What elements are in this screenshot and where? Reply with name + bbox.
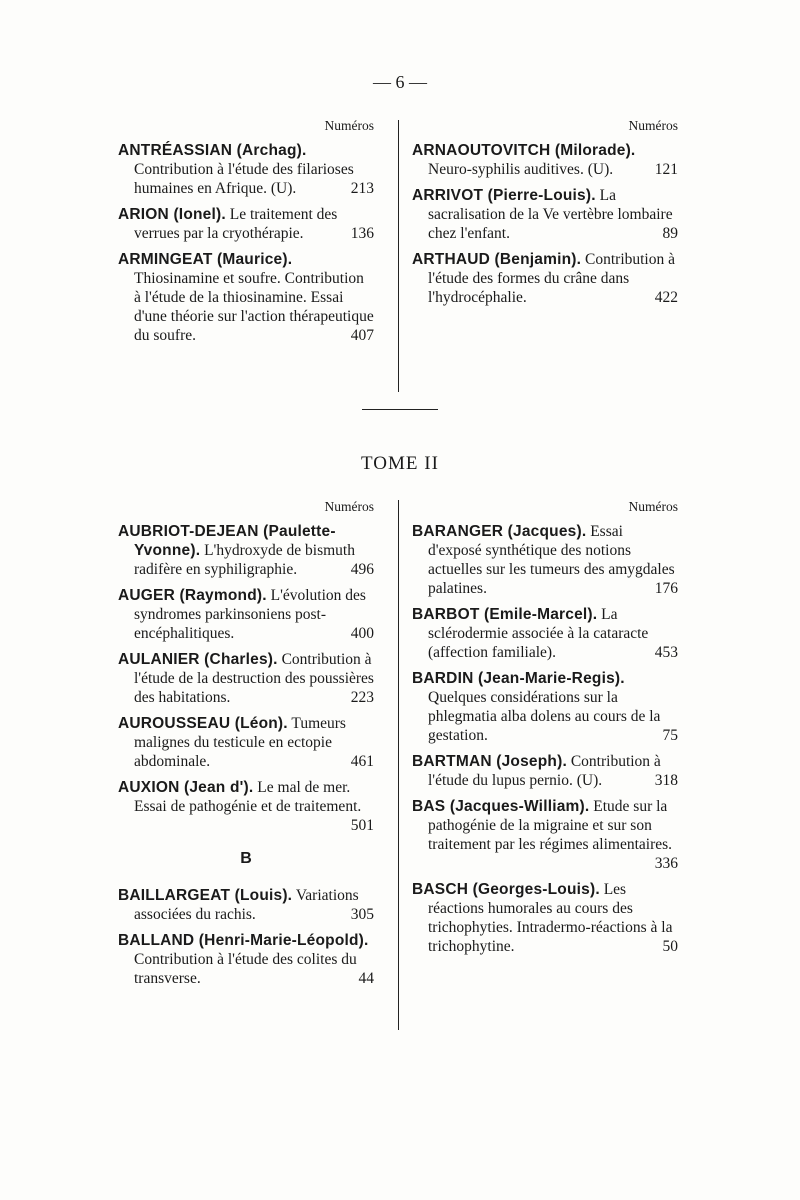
entry-page-number: 318 [654, 772, 678, 789]
section1-right-column [412, 116, 678, 314]
entry-author: AUBRIOT-DEJEAN (Paulette-Yvonne). [118, 523, 336, 559]
entry-page-number: 336 [654, 855, 678, 872]
section-letter-b: B [240, 850, 252, 867]
entry-page-number: 89 [662, 225, 678, 242]
entry-page-number: 461 [350, 753, 374, 770]
index-entry [412, 186, 678, 243]
section2-right-column [412, 497, 678, 963]
entry-title: Contribution à l'étude des colites du transverse. [134, 951, 357, 987]
entry-page-number: 75 [662, 727, 678, 744]
entry-title: Quelques considérations sur la phlegmatia alba dolens au cours de la gestation. [428, 689, 661, 744]
entry-author: ARTHAUD (Benjamin). [412, 251, 582, 268]
entry-title: L'hydroxyde de bismuth radifère en syphiligraphie. [134, 542, 355, 578]
entry-page-number: 44 [358, 970, 374, 987]
entry-author: BAS (Jacques-William). [412, 798, 590, 815]
index-entry [412, 797, 678, 873]
index-entry [118, 650, 374, 707]
index-entry [412, 522, 678, 598]
entry-author: AUGER (Raymond). [118, 587, 267, 604]
entry-author: BARBOT (Emile-Marcel). [412, 606, 598, 623]
section1-left-column [118, 116, 374, 352]
entry-title: Contribution à l'étude du lupus pernio. (U). [428, 753, 661, 789]
index-entry [412, 752, 678, 790]
entry-title: Thiosinamine et soufre. Contribution à l'étude de la thiosinamine. Essai d'une théorie sur l'action thérapeutique du soufre. [134, 270, 374, 344]
section2-left-column [118, 497, 374, 995]
entry-page-number: 136 [350, 225, 374, 242]
column-header: Numéros [628, 499, 678, 514]
index-entry [412, 880, 678, 956]
entry-page-number: 422 [654, 289, 678, 306]
entry-page-number: 400 [350, 625, 374, 642]
column-divider [398, 120, 399, 392]
tome-title: TOME II [361, 453, 439, 474]
entry-title: La sclérodermie associée à la cataracte (affection familiale). [428, 606, 649, 661]
index-entry [118, 205, 374, 243]
entry-page-number: 305 [350, 906, 374, 923]
column-header: Numéros [324, 499, 374, 514]
entry-author: ANTRÉASSIAN (Archag). [118, 142, 307, 159]
section-rule [362, 409, 438, 410]
index-entry [412, 669, 678, 745]
entry-page-number: 496 [350, 561, 374, 578]
column-divider [398, 500, 399, 1030]
entry-author: ARRIVOT (Pierre-Louis). [412, 187, 596, 204]
entry-page-number: 213 [350, 180, 374, 197]
entry-author: BARTMAN (Joseph). [412, 753, 567, 770]
index-entry [118, 886, 374, 924]
entry-title: Essai d'exposé synthétique des notions actuelles sur les tumeurs des amygdales palatines. [428, 523, 675, 597]
entry-title: Variations associées du rachis. [134, 887, 359, 923]
entry-author: BASCH (Georges-Louis). [412, 881, 600, 898]
entry-author: ARMINGEAT (Maurice). [118, 251, 293, 268]
column-header: Numéros [324, 118, 374, 133]
entry-page-number: 176 [654, 580, 678, 597]
entry-title: Neuro-syphilis auditives. (U). [428, 161, 614, 178]
entry-title: L'évolution des syndromes parkinsoniens post-encéphalitiques. [134, 587, 366, 642]
entry-author: BALLAND (Henri-Marie-Léopold). [118, 932, 369, 949]
entry-title: Contribution à l'étude des formes du crâne dans l'hydrocéphalie. [428, 251, 675, 306]
index-entry [118, 931, 374, 988]
entry-title: Les réactions humorales au cours des trichophyties. Intradermo-réactions à la trichophytine. [428, 881, 673, 955]
index-entry [118, 586, 374, 643]
entry-page-number: 121 [654, 161, 678, 178]
entry-page-number: 50 [662, 938, 678, 955]
index-entry [118, 250, 374, 345]
entry-page-number: 453 [654, 644, 678, 661]
entry-author: BAILLARGEAT (Louis). [118, 887, 293, 904]
entry-author: AUROUSSEAU (Léon). [118, 715, 288, 732]
entry-title: Contribution à l'étude de la destruction des poussières des habitations. [134, 651, 374, 706]
index-entry [412, 250, 678, 307]
index-entry [118, 778, 374, 835]
index-entry [412, 605, 678, 662]
entry-author: ARNAOUTOVITCH (Milorade). [412, 142, 636, 159]
entry-page-number: 407 [350, 327, 374, 344]
entry-author: BARDIN (Jean-Marie-Regis). [412, 670, 625, 687]
entry-title: Etude sur la pathogénie de la migraine et sur son traitement par les régimes alimentaires. [428, 798, 673, 853]
index-entry [118, 522, 374, 579]
entry-author: AUXION (Jean d'). [118, 779, 254, 796]
entry-title: Contribution à l'étude des filarioses humaines en Afrique. (U). [134, 161, 354, 197]
column-header: Numéros [628, 118, 678, 133]
index-entry [412, 141, 678, 179]
entry-title: La sacralisation de la Ve vertèbre lombaire chez l'enfant. [428, 187, 673, 242]
entry-page-number: 501 [350, 817, 374, 834]
index-entry [118, 141, 374, 198]
page-number: — 6 — [373, 72, 427, 92]
entry-author: AULANIER (Charles). [118, 651, 278, 668]
index-entry [118, 714, 374, 771]
entry-author: BARANGER (Jacques). [412, 523, 587, 540]
entry-author: ARION (Ionel). [118, 206, 226, 223]
entry-title: Le mal de mer. Essai de pathogénie et de traitement. [134, 779, 362, 815]
entry-title: Tumeurs malignes du testicule en ectopie abdominale. [134, 715, 346, 770]
entry-title: Le traitement des verrues par la cryothérapie. [134, 206, 338, 242]
entry-page-number: 223 [350, 689, 374, 706]
